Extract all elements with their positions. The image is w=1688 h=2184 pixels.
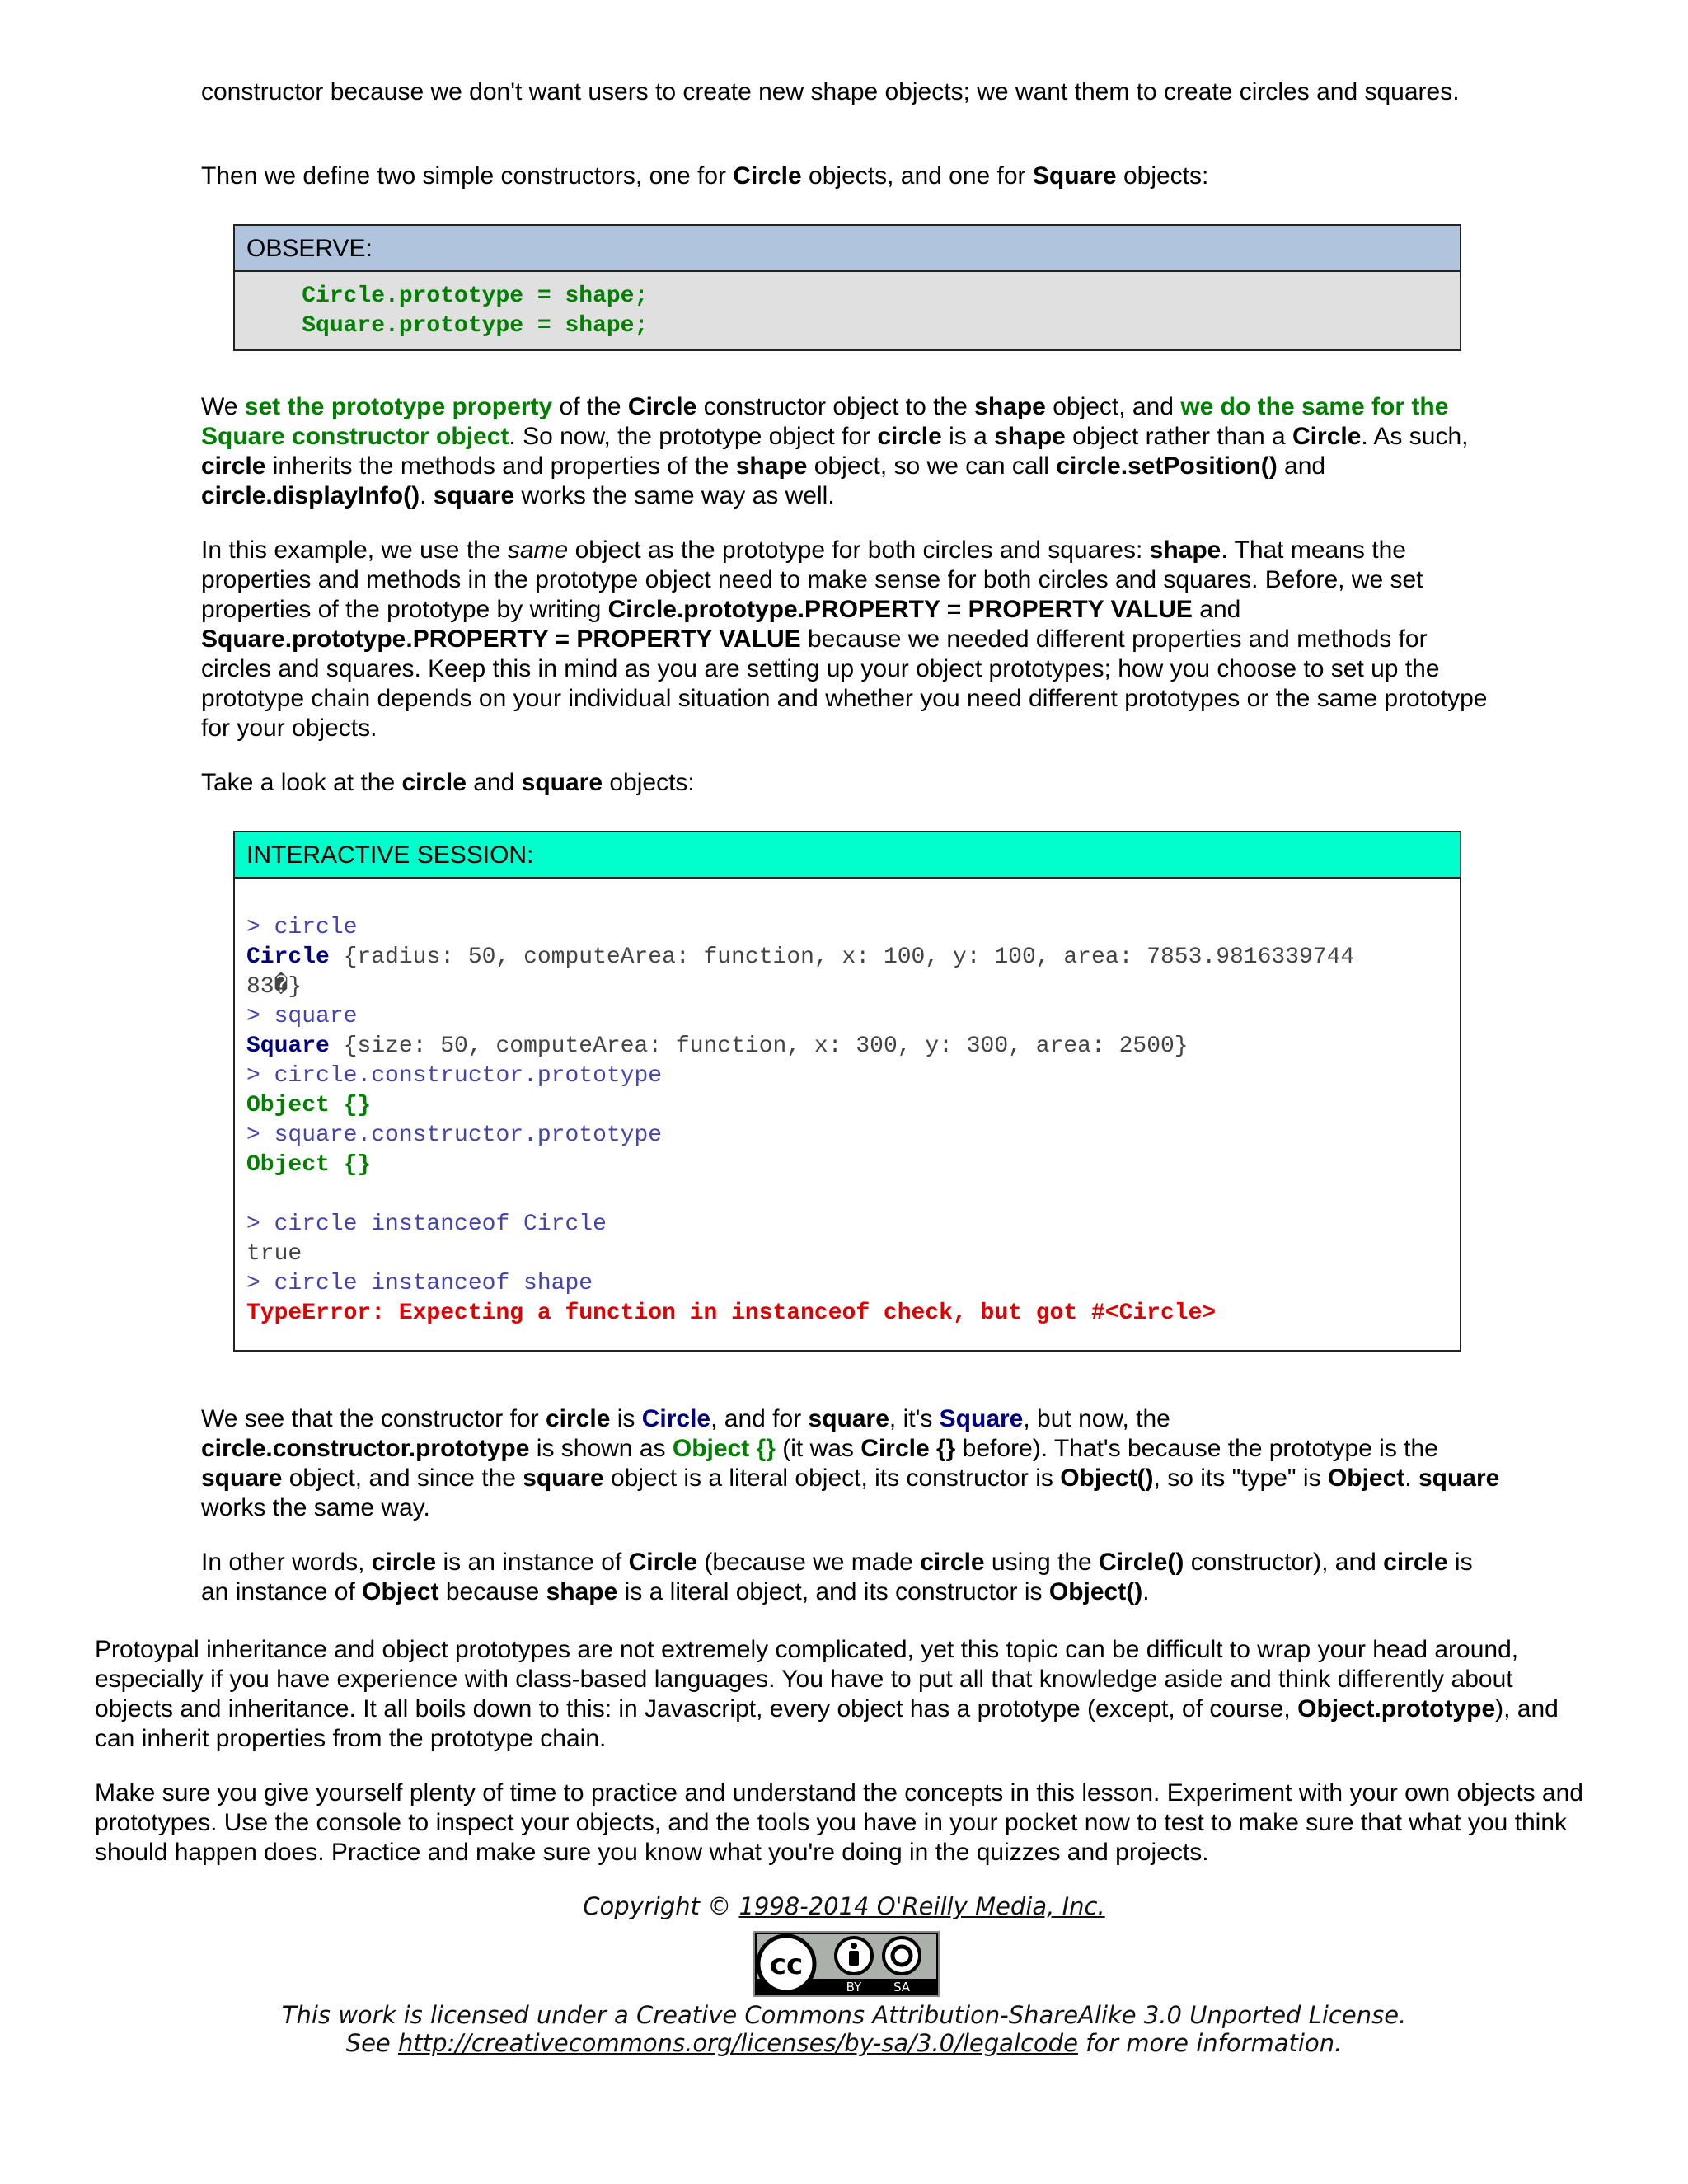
object-contents: {radius: 50, computeArea: function, x: 100, y: 100, area: 7853.9816339744	[329, 944, 1355, 970]
console-output: Object {}	[246, 1093, 372, 1118]
bold-term: Object()	[1048, 1578, 1143, 1605]
text: object is a literal object, its constructor is	[603, 1465, 1061, 1492]
text: and	[466, 769, 522, 796]
text: object rather than a	[1065, 423, 1293, 450]
text: . As such,	[1361, 423, 1469, 450]
interactive-session-header: INTERACTIVE SESSION:	[235, 832, 1460, 879]
text: object, and	[1045, 393, 1181, 420]
console-command: > circle.constructor.prototype	[246, 1063, 663, 1089]
bold-term: circle	[877, 423, 942, 450]
console-command: > circle instanceof shape	[246, 1271, 593, 1296]
bold-term: circle	[1383, 1549, 1448, 1576]
console-error: TypeError: Expecting a function in instanceof check, but got #<Circle>	[246, 1301, 1217, 1326]
bold-term: Circle	[733, 162, 802, 190]
text: for more information.	[1077, 2029, 1343, 2057]
bold-term: circle.displayInfo()	[201, 482, 420, 509]
interactive-session-console	[235, 879, 1460, 1350]
text: of the	[552, 393, 628, 420]
cc-icon	[758, 1936, 814, 1992]
text: objects:	[1116, 162, 1209, 190]
console-blank-line	[246, 1180, 1448, 1210]
text: object, so we can call	[807, 452, 1057, 480]
bold-term: shape	[974, 393, 1046, 420]
code-line: Circle.prototype = shape;	[246, 284, 649, 309]
console-output: Object {}	[246, 1152, 372, 1178]
text: object, and since the	[282, 1465, 523, 1492]
paragraph-same-prototype	[201, 536, 1503, 743]
observe-header: OBSERVE:	[235, 226, 1460, 272]
paragraph-practice: Make sure you give yourself plenty of time to practice and understand the concepts in this lesson. Experiment with your own objects and prototypes. Use the console to inspect your objects, and the tools you have in your pocket now to test to make sure that what you think should happen does. Practice and make sure you know what you're doing in the quizzes and projects.	[95, 1779, 1583, 1866]
cc-by-label: BY	[846, 1980, 862, 1994]
bold-term: square	[201, 1465, 283, 1492]
svg-text:cc: cc	[769, 1948, 804, 1981]
bold-term: Circle.prototype.PROPERTY = PROPERTY VALUE	[607, 596, 1193, 623]
text: .	[1404, 1465, 1418, 1492]
bold-term: square	[523, 1465, 604, 1492]
console-output: true	[246, 1241, 302, 1267]
object-type: Square	[246, 1033, 330, 1059]
bold-term: shape	[1149, 537, 1221, 564]
text: , but now, the	[1023, 1405, 1170, 1432]
object-contents: {size: 50, computeArea: function, x: 300, y: 300, area: 2500}	[329, 1033, 1189, 1059]
bold-term: Circle	[627, 393, 697, 420]
object-type: Circle	[246, 944, 330, 970]
bold-term: square	[433, 482, 515, 509]
navy-term: Circle	[641, 1405, 711, 1432]
paragraph-take-a-look	[201, 768, 1503, 798]
text: We	[201, 393, 245, 420]
text: object as the prototype for both circles and squares:	[568, 537, 1150, 564]
bold-term: Square	[1032, 162, 1117, 190]
navy-term: Square	[939, 1405, 1024, 1432]
text: Protoypal inheritance and object prototypes are not extremely complicated, yet this topic can be difficult to wrap your head around, especially if you have experience with class-based languages. You have to put all that knowledge aside and think differently about objects and inheritance. It all boils down to this: in Javascript, every object has a prototype (except, of course,	[95, 1636, 1519, 1722]
interactive-session-box	[233, 831, 1461, 1352]
bold-term: shape	[546, 1578, 618, 1605]
bold-term: circle	[201, 452, 266, 480]
text: is an instance of	[201, 1549, 1473, 1605]
text: constructor), and	[1184, 1549, 1384, 1576]
legalcode-link[interactable]: http://creativecommons.org/licenses/by-sa/3.0/legalcode	[397, 2029, 1078, 2057]
text: objects, and one for	[801, 162, 1033, 190]
bold-term: Circle()	[1099, 1549, 1184, 1576]
bold-term: square	[1418, 1465, 1500, 1492]
paragraph-in-other-words	[201, 1548, 1503, 1607]
text: See	[345, 2029, 398, 2057]
text: (it was	[775, 1435, 861, 1462]
text: Take a look at the	[201, 769, 402, 796]
paragraph-constructor-intro: constructor because we don't want users to create new shape objects; we want them to create circles and squares.	[201, 78, 1460, 105]
bold-term: circle	[371, 1549, 437, 1576]
share-alike-icon	[884, 1938, 920, 1974]
bold-term: circle.constructor.prototype	[201, 1435, 530, 1462]
bold-term: circle	[401, 769, 467, 796]
text: and	[1277, 452, 1326, 480]
highlight-term: Object {}	[672, 1435, 776, 1462]
copyright-link[interactable]: 1998-2014 O'Reilly Media, Inc.	[738, 1892, 1105, 1920]
license-line: This work is licensed under a Creative Commons Attribution-ShareAlike 3.0 Unported License.	[281, 2001, 1407, 2029]
console-command: > square.constructor.prototype	[246, 1122, 663, 1148]
text: constructor object to the	[696, 393, 975, 420]
text: In this example, we use the	[201, 537, 508, 564]
highlight-term: set the prototype property	[244, 393, 553, 420]
paragraph-prototypal-inheritance	[95, 1635, 1595, 1754]
text: is a	[941, 423, 995, 450]
text: .	[1142, 1578, 1150, 1605]
text: , it's	[889, 1405, 940, 1432]
text: inherits the methods and properties of the	[265, 452, 736, 480]
text: objects:	[603, 769, 695, 796]
italic-term: same	[507, 537, 569, 564]
bold-term: square	[521, 769, 603, 796]
cc-by-sa-badge[interactable]	[753, 1931, 940, 1997]
paragraph-define-constructors	[201, 162, 1503, 191]
bold-term: square	[808, 1405, 889, 1432]
copyright-prefix: Copyright ©	[583, 1892, 739, 1920]
console-command: > square	[246, 1004, 358, 1029]
bold-term: circle	[545, 1405, 611, 1432]
code-line: Square.prototype = shape;	[246, 313, 649, 339]
text: is a literal object, and its constructor is	[617, 1578, 1049, 1605]
bold-term: Object	[362, 1578, 439, 1605]
text: is shown as	[529, 1435, 673, 1462]
paragraph-set-prototype	[201, 392, 1503, 511]
text: is	[610, 1405, 642, 1432]
console-output	[246, 1032, 1448, 1062]
text: , and for	[710, 1405, 809, 1432]
bold-term: circle	[920, 1549, 985, 1576]
bold-term: shape	[735, 452, 808, 480]
see-legalcode-line	[0, 2029, 1688, 2057]
bold-term: circle.setPosition()	[1056, 452, 1278, 480]
text: because	[438, 1578, 546, 1605]
text: , so its "type" is	[1153, 1465, 1328, 1492]
cc-sa-label: SA	[893, 1980, 911, 1994]
text: before). That's because the prototype is the	[955, 1435, 1438, 1462]
copyright-line	[0, 1892, 1688, 1920]
bold-term: Object.prototype	[1297, 1695, 1496, 1722]
text: .	[420, 482, 434, 509]
paragraph-constructor-explanation	[201, 1404, 1503, 1523]
bold-term: Circle	[1292, 423, 1362, 450]
attribution-person-icon	[836, 1938, 872, 1974]
text: works the same way as well.	[514, 482, 835, 509]
highlight-term: we do the same for the Square constructor object	[201, 393, 1449, 450]
text: using the	[984, 1549, 1100, 1576]
text: In other words,	[201, 1549, 372, 1576]
observe-code	[235, 272, 1460, 349]
bold-term: Object()	[1060, 1465, 1154, 1492]
bold-term: Square.prototype.PROPERTY = PROPERTY VALUE	[201, 626, 801, 653]
console-command: > circle	[246, 915, 358, 940]
text: works the same way.	[201, 1494, 430, 1521]
console-output	[246, 943, 1448, 972]
bold-term: Circle {}	[860, 1435, 956, 1462]
text: (because we made	[697, 1549, 921, 1576]
text: . So now, the prototype object for	[509, 423, 878, 450]
text: . That means the properties and methods in the prototype object need to make sense for both circles and squares. Before, we set properties of the prototype by writing	[201, 537, 1423, 623]
text: because we needed different properties and methods for circles and squares. Keep this in mind as you are setting up your object prototypes; how you choose to set up the prototype chain depends on your individual situation and whether you need different prototypes or the same prototype for your objects.	[201, 626, 1488, 742]
text: and	[1192, 596, 1241, 623]
observe-box	[233, 224, 1461, 351]
text: Then we define two simple constructors, one for	[201, 162, 734, 190]
text: We see that the constructor for	[201, 1405, 546, 1432]
bold-term: Circle	[628, 1549, 698, 1576]
text: ), and can inherit properties from the prototype chain.	[95, 1695, 1559, 1752]
bold-term: shape	[994, 423, 1066, 450]
console-command: > circle instanceof Circle	[246, 1212, 607, 1237]
text: is an instance of	[436, 1549, 629, 1576]
bold-term: Object	[1327, 1465, 1405, 1492]
console-output: 83�}	[246, 974, 302, 1000]
